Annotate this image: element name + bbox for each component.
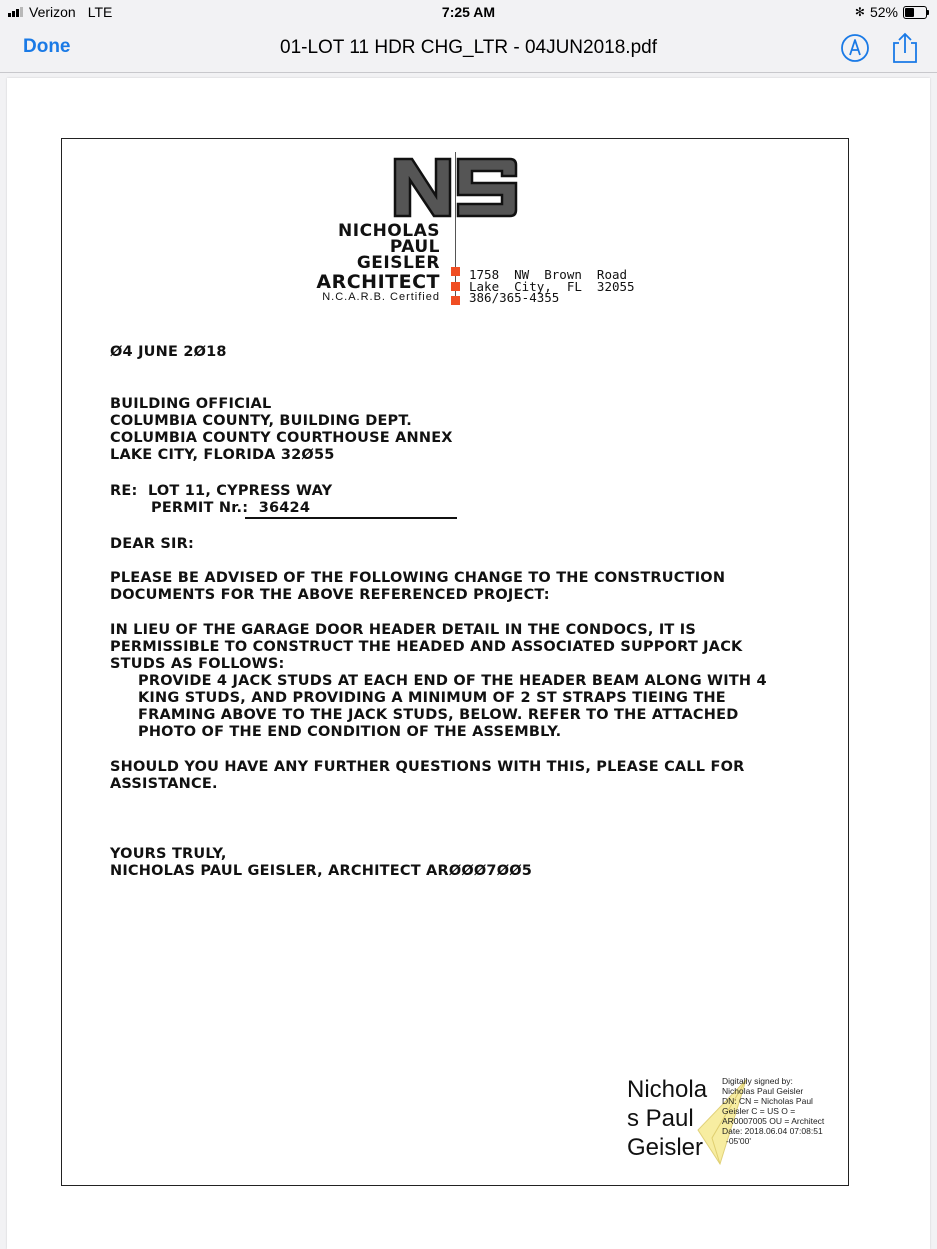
re-line [110,483,332,500]
permit-label: PERMIT Nr.: [151,500,249,516]
paragraph-line: FRAMING ABOVE TO THE JACK STUDS, BELOW. REFER TO THE ATTACHED [138,707,739,723]
address-line: 1758 NW Brown Road [469,267,628,282]
signature-detail-line: -05'00' [726,1136,751,1146]
letterhead-name-line: PAUL [389,237,440,257]
paragraph-line: PHOTO OF THE END CONDITION OF THE ASSEMBLY. [138,724,562,740]
signature-name-line: s Paul [627,1105,694,1132]
network-type: LTE [87,4,113,20]
status-bar [0,0,937,24]
signature-details [722,1076,824,1146]
status-right [855,4,927,20]
paragraph [110,570,725,604]
letterhead-name-line: NICHOLAS [338,221,440,241]
letterhead-name-line: GEISLER [356,253,440,273]
accent-square [451,267,460,276]
letter-date: Ø4 JUNE 2Ø18 [110,344,227,360]
signature-name-line: Geisler [627,1134,704,1161]
closing-line: YOURS TRULY, [110,846,227,862]
re-label: RE: [110,483,138,499]
signature-name-line: Nichola [627,1076,708,1103]
re-subject: LOT 11, CYPRESS WAY [147,483,333,499]
signature-detail-line: DN: CN = Nicholas Paul [722,1096,813,1106]
signature-detail-line: Geisler C = US O = [722,1106,796,1116]
paragraph [110,759,744,793]
battery-icon [903,6,927,19]
bluetooth-icon: ✻ [854,5,865,19]
paragraph-line: KING STUDS, AND PROVIDING A MINIMUM OF 2 ST STRAPS TIEING THE [138,690,726,706]
carrier-name: Verizon [29,4,76,20]
document-title: 01-LOT 11 HDR CHG_LTR - 04JUN2018.pdf [280,37,657,58]
recipient-line: LAKE CITY, FLORIDA 32Ø55 [110,447,335,463]
paragraph-line: IN LIEU OF THE GARAGE DOOR HEADER DETAIL IN THE CONDOCS, IT IS [110,622,696,638]
signature-detail-line: Nicholas Paul Geisler [722,1086,804,1096]
done-button[interactable]: Done [23,36,71,57]
signature-detail-line: Date: 2018.06.04 07:08:51 [722,1126,823,1136]
permit-number: 36424 [258,500,311,516]
paragraph-line: STUDS AS FOLLOWS: [110,656,285,672]
nav-bar [0,24,937,73]
signature-detail-line: AR0007005 OU = Architect [722,1116,825,1126]
paragraph-line: PLEASE BE ADVISED OF THE FOLLOWING CHANGE TO THE CONSTRUCTION [110,570,726,586]
ng-logo-icon [392,156,522,220]
paragraph-line: PERMISSIBLE TO CONSTRUCT THE HEADED AND ASSOCIATED SUPPORT JACK [110,639,743,655]
battery-fill [905,8,914,17]
letterhead-divider [455,152,456,302]
battery-percent: 52% [869,4,898,20]
status-time: 7:25 AM [441,4,496,20]
signoff-line: NICHOLAS PAUL GEISLER, ARCHITECT ARØØØ7ØØ5 [110,863,533,879]
letterhead-title: ARCHITECT [316,271,440,293]
permit-line [151,500,310,517]
paragraph-line: DOCUMENTS FOR THE ABOVE REFERENCED PROJECT: [110,587,550,603]
recipient-line: BUILDING OFFICIAL [110,396,272,412]
accent-square [451,296,460,305]
paragraph-line: SHOULD YOU HAVE ANY FURTHER QUESTIONS WITH THIS, PLEASE CALL FOR [110,759,745,775]
recipient-block [110,396,453,464]
share-icon[interactable] [890,31,920,65]
closing [110,846,532,880]
signature-detail-line: Digitally signed by: [722,1076,793,1086]
paragraph-line: PROVIDE 4 JACK STUDS AT EACH END OF THE HEADER BEAM ALONG WITH 4 [138,673,767,689]
accent-square [451,282,460,291]
recipient-line: COLUMBIA COUNTY COURTHOUSE ANNEX [110,430,453,446]
recipient-line: COLUMBIA COUNTY, BUILDING DEPT. [110,413,412,429]
markup-pen-icon[interactable] [840,33,870,63]
paragraph [110,622,767,741]
permit-underline [245,517,457,519]
address-line: Lake City, FL 32055 [469,279,635,294]
certification-text: N.C.A.R.B. Certified [322,291,440,303]
address-line: 386/365-4355 [469,290,560,305]
salutation: DEAR SIR: [110,536,194,552]
paragraph-line: ASSISTANCE. [110,776,218,792]
